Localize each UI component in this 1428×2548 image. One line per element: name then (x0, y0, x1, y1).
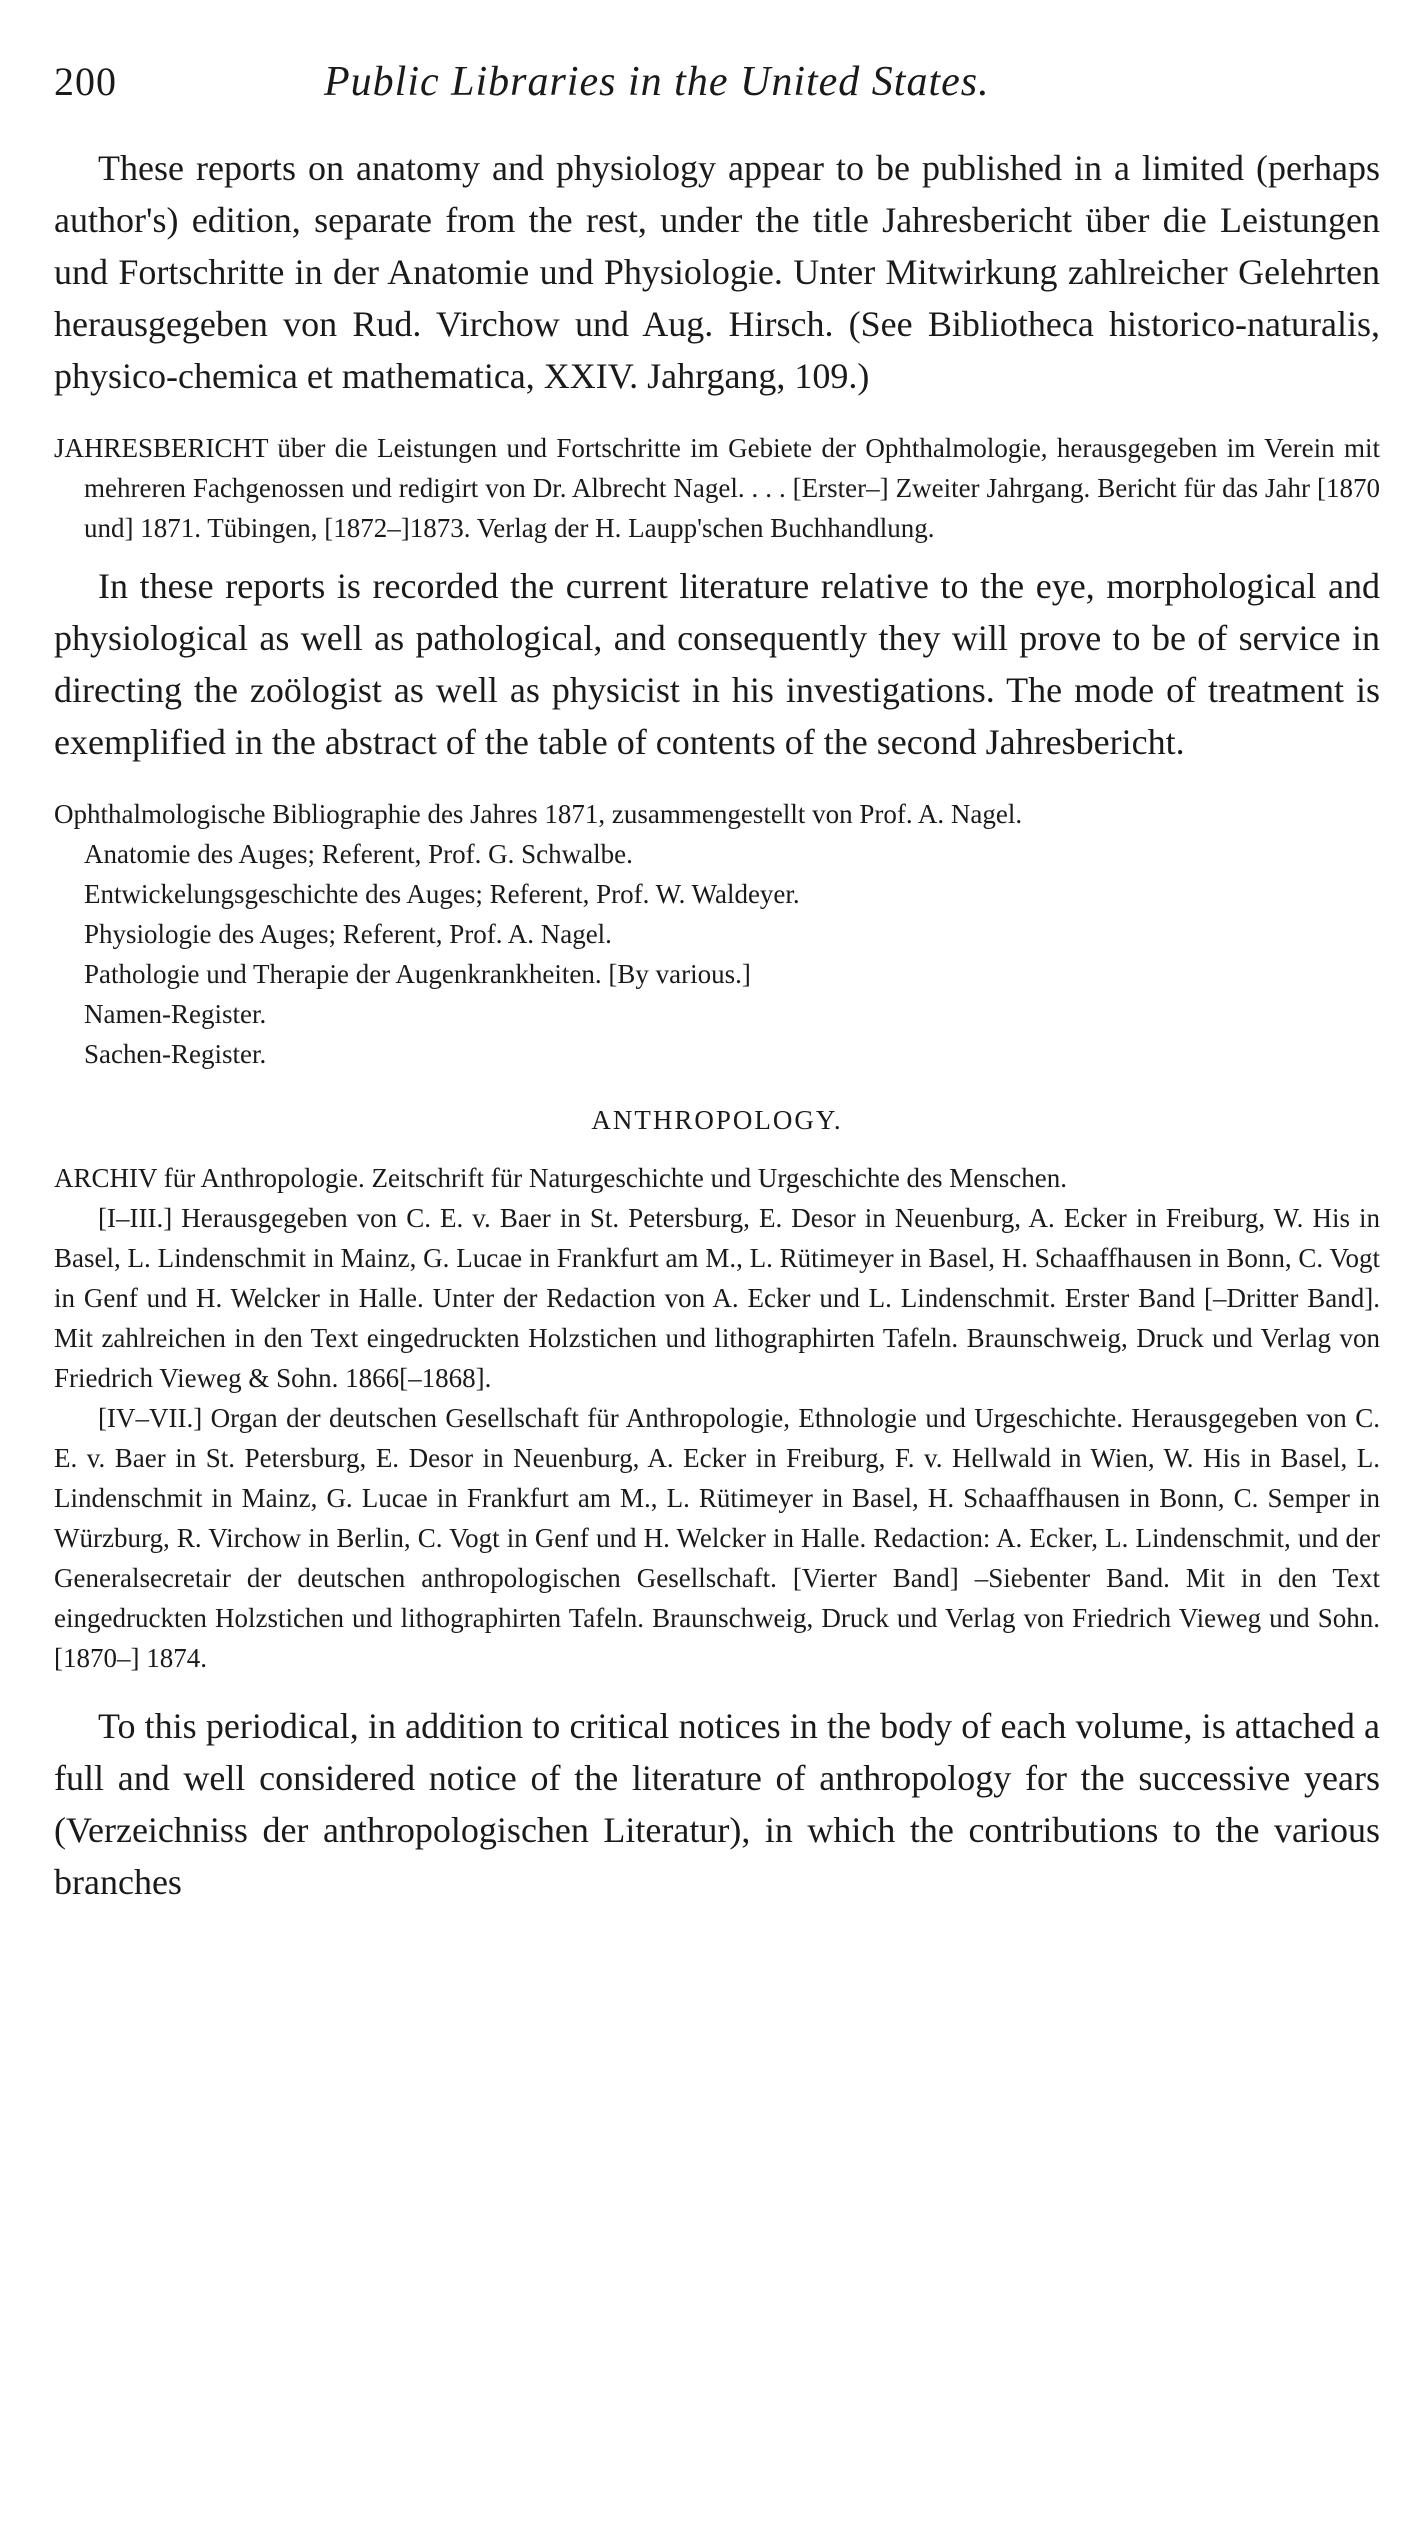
page-header (54, 58, 1380, 120)
contents-intro: Ophthalmologische Bibliographie des Jahres 1871, zusammengestellt von Prof. A. Nagel. (54, 799, 1023, 829)
list-item: Physiologie des Auges; Referent, Prof. A. Nagel. (84, 919, 612, 949)
paragraph-text: In these reports is recorded the current literature relative to the eye, morphological and physiological as well as pathological, and consequently they will prove to be of service in directing the zoölogist as well as physicist in his investigations. The mode of treatment is exemplified in the abstract of the table of contents of the second Jahresbericht. (54, 566, 1380, 762)
paragraph-anatomy-reports (54, 142, 1380, 402)
list-item: Pathologie und Therapie der Augenkrankheiten. [By various.] (84, 959, 751, 989)
entry-jahresbericht-ophthalmologie: JAHRESBERICHT über die Leistungen und Fortschritte im Gebiete der Ophthalmologie, herausgegeben im Verein mit mehreren Fachgenossen und redigirt von Dr. Albrecht Nagel. . . . [Erster–] Zweiter Jahrgang. Bericht für das Jahr [1870 und] 1871. Tübingen, [1872–]1873. Verlag der H. Laupp'schen Buchhandlung. (54, 433, 1380, 543)
paragraph-eye-reports (54, 560, 1380, 768)
paragraph-text: These reports on anatomy and physiology appear to be published in a limited (perhaps author's) edition, separate from the rest, under the title Jahresbericht über die Leistungen und Fortschritte in der Anatomie und Physiologie. Unter Mitwirkung zahlreicher Gelehrten herausgegeben von Rud. Virchow und Aug. Hirsch. (See Bibliotheca historico-naturalis, physico-chemica et mathematica, XXIV. Jahrgang, 109.) (54, 148, 1380, 396)
contents-list (54, 834, 1380, 1074)
paragraph-text: To this periodical, in addition to critical notices in the body of each volume, is attached a full and well considered notice of the literature of anthropology for the successive years (Verzeichniss der anthropologischen Literatur), in which the contributions to the various branches (54, 1706, 1380, 1902)
running-title: Public Libraries in the United States. (324, 59, 990, 105)
list-item: Sachen-Register. (84, 1039, 267, 1069)
list-item: Namen-Register. (84, 999, 267, 1029)
book-page (54, 58, 1380, 1908)
list-item: Entwickelungsgeschichte des Auges; Referent, Prof. W. Waldeyer. (84, 879, 800, 909)
list-item: Anatomie des Auges; Referent, Prof. G. Schwalbe. (84, 839, 633, 869)
paragraph-periodical-notice (54, 1700, 1380, 1908)
section-heading: ANTHROPOLOGY. (591, 1105, 843, 1135)
entry-archiv-volumes-4-7: [IV–VII.] Organ der deutschen Gesellschaft für Anthropologie, Ethnologie und Urgeschichte. Herausgegeben von C. E. v. Baer in St. Petersburg, E. Desor in Neuenburg, A. Ecker in Freiburg, F. v. Hellwald in Wien, W. His in Basel, L. Lindenschmit in Mainz, G. Lucae in Frankfurt am M., L. Rütimeyer in Basel, H. Schaaffhausen in Bonn, C. Semper in Würzburg, R. Virchow in Berlin, C. Vogt in Genf und H. Welcker in Halle. Redaction: A. Ecker, L. Lindenschmit, und der Generalsecretair der deutschen anthropologischen Gesellschaft. [Vierter Band] –Siebenter Band. Mit in den Text eingedruckten Holzstichen und lithographirten Tafeln. Braunschweig, Druck und Verlag von Friedrich Vieweg und Sohn. [1870–] 1874. (54, 1403, 1380, 1673)
entry-archiv-volumes-1-3: [I–III.] Herausgegeben von C. E. v. Baer in St. Petersburg, E. Desor in Neuenburg, A. Ecker in Freiburg, W. His in Basel, L. Lindenschmit in Mainz, G. Lucae in Frankfurt am M., L. Rütimeyer in Basel, H. Schaaffhausen in Bonn, C. Vogt in Genf und H. Welcker in Halle. Unter der Redaction von A. Ecker und L. Lindenschmit. Erster Band [–Dritter Band]. Mit zahlreichen in den Text eingedruckten Holzstichen und lithographirten Tafeln. Braunschweig, Druck und Verlag von Friedrich Vieweg & Sohn. 1866[–1868]. (54, 1203, 1380, 1393)
page-number: 200 (54, 59, 117, 104)
entry-archiv-anthropologie: ARCHIV für Anthropologie. Zeitschrift für Naturgeschichte und Urgeschichte des Menschen. (54, 1163, 1068, 1193)
